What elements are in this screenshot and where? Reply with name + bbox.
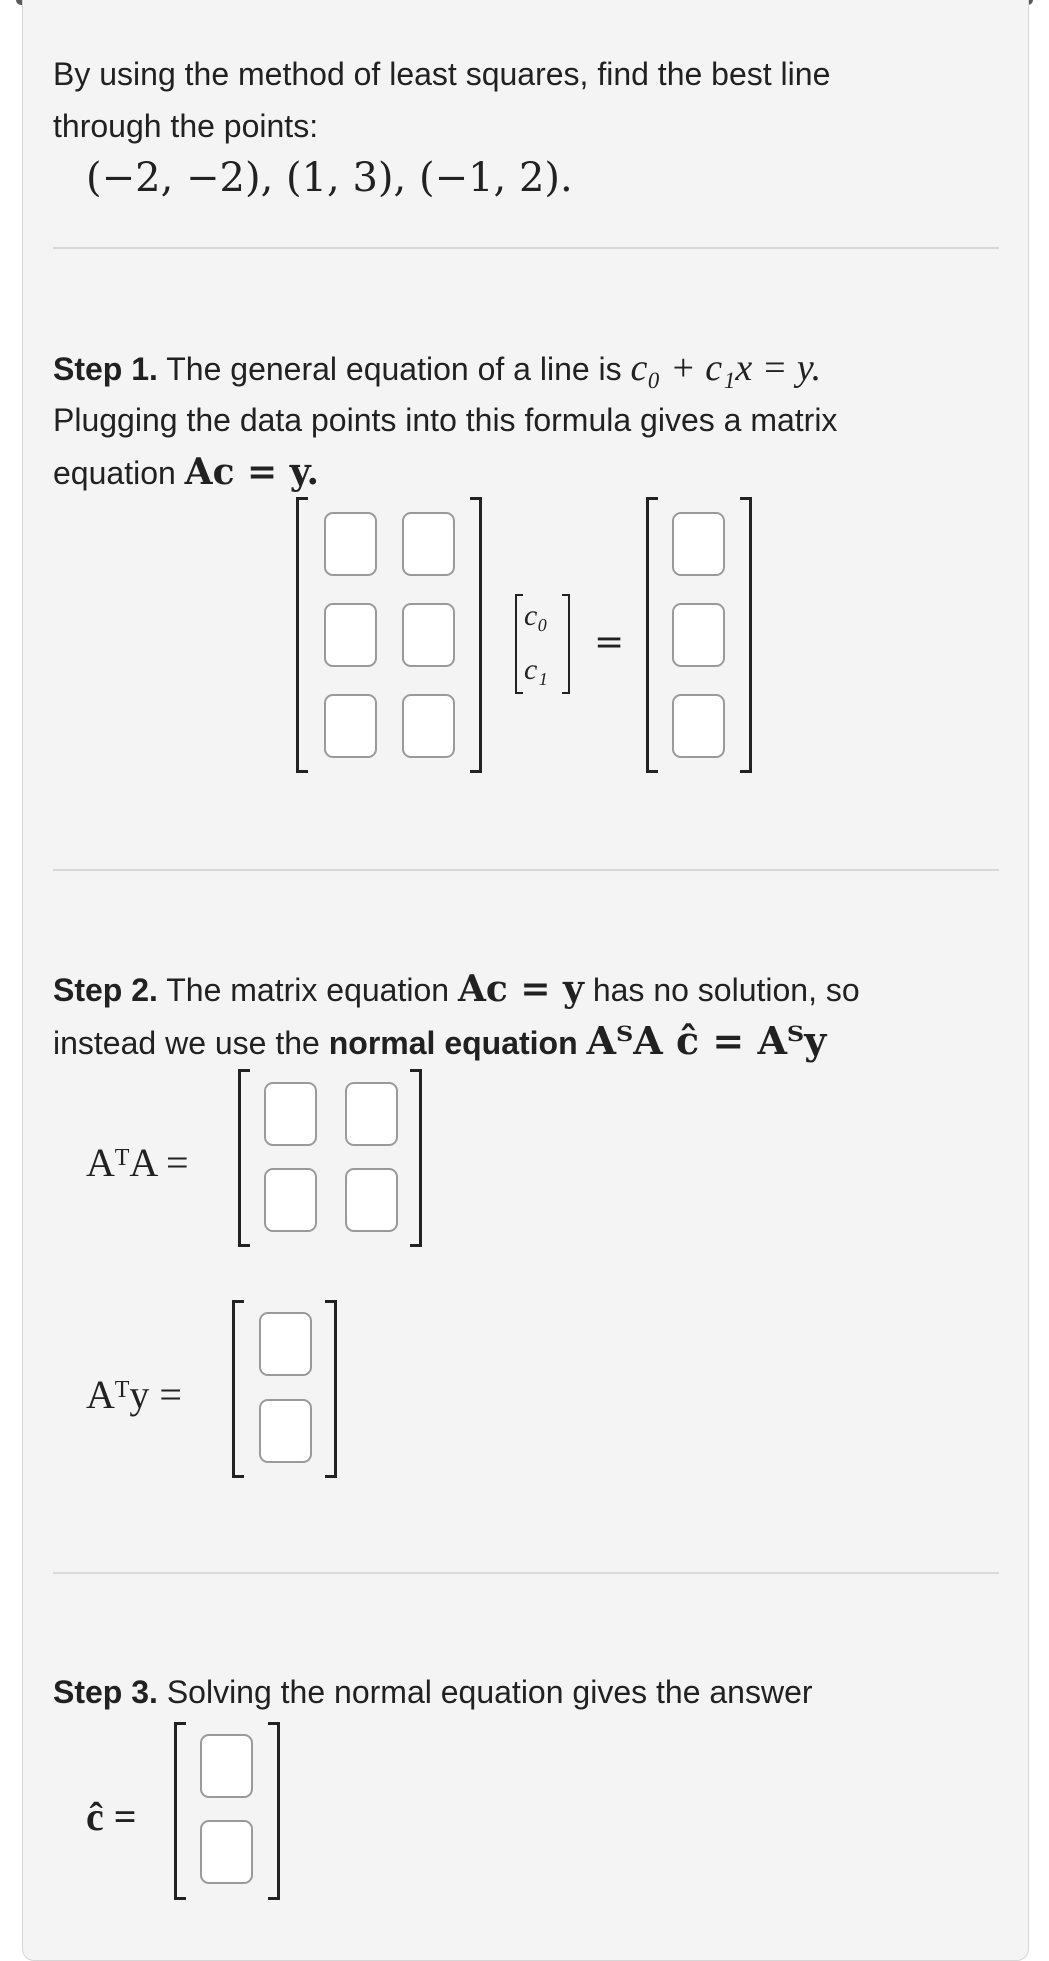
vector-y-cell-2[interactable] [672,603,725,667]
aty-cell-2[interactable] [259,1399,312,1463]
vector-c-c1: c₁ [524,653,548,686]
vector-c-c0: c₀ [524,599,548,632]
step2-line2-text: instead we use the [53,1025,329,1061]
ata-cell-1-1[interactable] [264,1082,317,1146]
step1-equals-sign: = [594,622,625,663]
matrix-a-cell-1-1[interactable] [324,512,377,576]
step1-line3-text: equation [53,455,185,491]
problem-text-line1: By using the method of least squares, find the best line [53,56,831,92]
vector-y-right-bracket [740,497,752,773]
ata-cell-1-2[interactable] [345,1082,398,1146]
c-hat-right-bracket [268,1722,280,1900]
step2-line1 [53,963,860,1016]
matrix-a-right-bracket [470,497,482,773]
normal-equation-formula: AᵀA ĉ = Aᵀy [586,1018,827,1063]
c-hat-cell-1[interactable] [200,1734,253,1798]
step2-text-a: The matrix equation [157,972,458,1008]
step3-label: Step 3. [53,1674,158,1710]
ata-left-bracket [238,1069,250,1247]
step2-label: Step 2. [53,972,158,1008]
matrix-a-cell-3-1[interactable] [324,694,377,758]
step1-label: Step 1. [53,351,158,387]
vector-y-cell-1[interactable] [672,512,725,576]
data-points: (−2, −2), (1, 3), (−1, 2). [86,155,573,201]
step1-line3 [53,446,319,499]
step3-line [53,1666,813,1718]
step2-text-b: has no solution, so [583,972,860,1008]
vector-y-cell-3[interactable] [672,694,725,758]
matrix-a-left-bracket [296,497,308,773]
separator-3 [53,1572,999,1574]
ata-label: AᵀA = [86,1140,189,1185]
c-hat-left-bracket [174,1722,186,1900]
matrix-a-cell-1-2[interactable] [402,512,455,576]
c-hat-label: ĉ = [86,1794,137,1839]
vector-y-left-bracket [646,497,658,773]
matrix-a-cell-2-2[interactable] [402,603,455,667]
line-equation: c₀ + c₁x = y. [630,347,822,389]
step2-line2 [53,1015,826,1069]
ata-right-bracket [410,1069,422,1247]
step1-text: The general equation of a line is [157,351,631,387]
matrix-a-cell-2-1[interactable] [324,603,377,667]
aty-cell-1[interactable] [259,1312,312,1376]
vector-c-left-bracket [515,594,523,694]
matrix-a-cell-3-2[interactable] [402,694,455,758]
c-hat-cell-2[interactable] [200,1820,253,1884]
matrix-equation-ac-y: Ac = y. [184,451,320,493]
ata-cell-2-1[interactable] [264,1168,317,1232]
step3-text: Solving the normal equation gives the answer [157,1674,813,1710]
step1-line2: Plugging the data points into this formula gives a matrix [53,402,838,438]
ata-cell-2-2[interactable] [345,1168,398,1232]
normal-equation-term: normal equation [328,1025,578,1061]
vector-c-right-bracket [562,594,570,694]
step2-matrix-equation: Ac = y [457,968,584,1010]
separator-2 [53,869,999,871]
step1-line1 [53,342,821,395]
aty-label: Aᵀy = [86,1372,182,1417]
aty-right-bracket [325,1300,337,1478]
problem-text-line2: through the points: [53,108,319,144]
aty-left-bracket [232,1300,244,1478]
separator-1 [53,247,999,249]
